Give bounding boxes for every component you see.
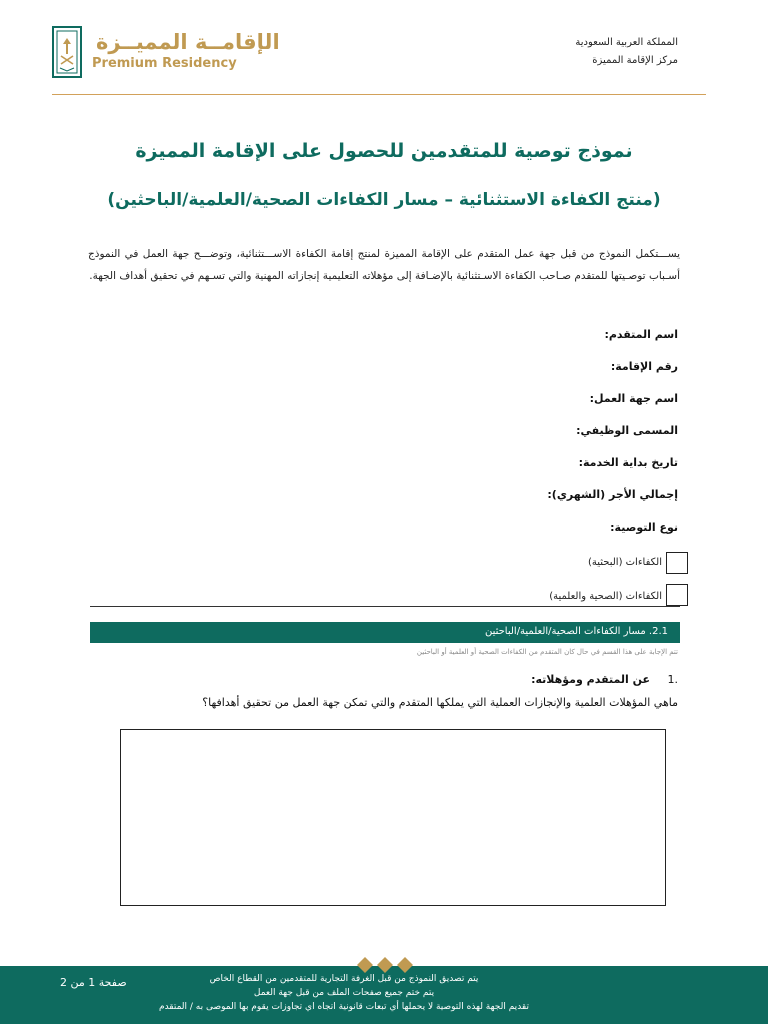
footer-line-3: تقديم الجهة لهذه التوصية لا يحملها أي تبعات قانونية اتجاه اي تجاوزات يقوم بها الموصى به / المتقدم: [159, 1002, 529, 1012]
section-title: 2.1. مسار الكفاءات الصحية/العلمية/الباحثين: [484, 626, 668, 637]
answer-textbox[interactable]: [120, 729, 666, 906]
page-title: نموذج توصية للمتقدمين للحصول على الإقامة المميزة: [135, 140, 633, 162]
intro-paragraph: يســـتكمل النموذج من قبل جهة عمل المتقدم على الإقامة المميزة لمنتج إقامة الكفاءة الاســـتثنائية، وتوضـــح جهة العمل في النموذج أسـباب توصـيتها للمتقدم صـاحب الكفاءة الاسـتثنائية بالإضـافة إلى مؤهلاته التعليمية إنجازاته المهنية والتي تسـهم في تحقيق أهداف الجهة.: [88, 248, 680, 282]
job-title-label: المسمى الوظيفي:: [576, 424, 678, 437]
health-science-option-label: الكفاءات (الصحية والعلمية): [549, 591, 662, 602]
health-science-checkbox[interactable]: [666, 584, 688, 606]
service-start-label: تاريخ بداية الخدمة:: [578, 456, 678, 469]
footer-line-1: يتم تصديق النموذج من قبل الغرفة التجارية للمتقدمين من القطاع الخاص: [209, 974, 479, 984]
center-name: مركز الإقامة المميزة: [592, 55, 678, 66]
logo-english-text: Premium Residency: [92, 56, 237, 71]
section-separator: [90, 606, 680, 607]
logo-arabic-text: الإقامــة المميــزة: [96, 30, 280, 54]
premium-residency-logo: [52, 26, 280, 82]
applicant-name-label: اسم المتقدم:: [604, 328, 678, 341]
recommendation-type-label: نوع التوصية:: [610, 521, 678, 534]
section-note: تتم الإجابة على هذا القسم في حال كان المتقدم من الكفاءات الصحية أو العلمية أو الباحثين: [416, 648, 678, 656]
header-org: [575, 34, 678, 70]
page-number: صفحة 1 من 2: [60, 976, 127, 989]
question-number: 1.: [667, 673, 678, 686]
question-heading: عن المتقدم ومؤهلاته:: [531, 673, 650, 686]
research-option-label: الكفاءات (البحثية): [587, 557, 662, 568]
footer-line-2: يتم ختم جميع صفحات الملف من قبل جهة العمل: [253, 988, 435, 998]
footer-notes: [120, 972, 568, 1014]
total-salary-label: إجمالي الأجر (الشهري):: [547, 488, 678, 501]
emblem-icon: [52, 26, 82, 78]
country-name: المملكة العربية السعودية: [575, 37, 678, 48]
iqama-number-label: رقم الإقامة:: [610, 360, 678, 373]
question-text: ماهي المؤهلات العلمية والإنجازات العملية التي يملكها المتقدم والتي تمكن جهة العمل من تحقيق أهدافها؟: [202, 696, 678, 709]
employer-name-label: اسم جهة العمل:: [589, 392, 678, 405]
header-divider: [52, 94, 706, 95]
page-subtitle: (منتج الكفاءة الاستثنائية – مسار الكفاءات الصحية/العلمية/الباحثين): [107, 190, 661, 210]
research-checkbox[interactable]: [666, 552, 688, 574]
